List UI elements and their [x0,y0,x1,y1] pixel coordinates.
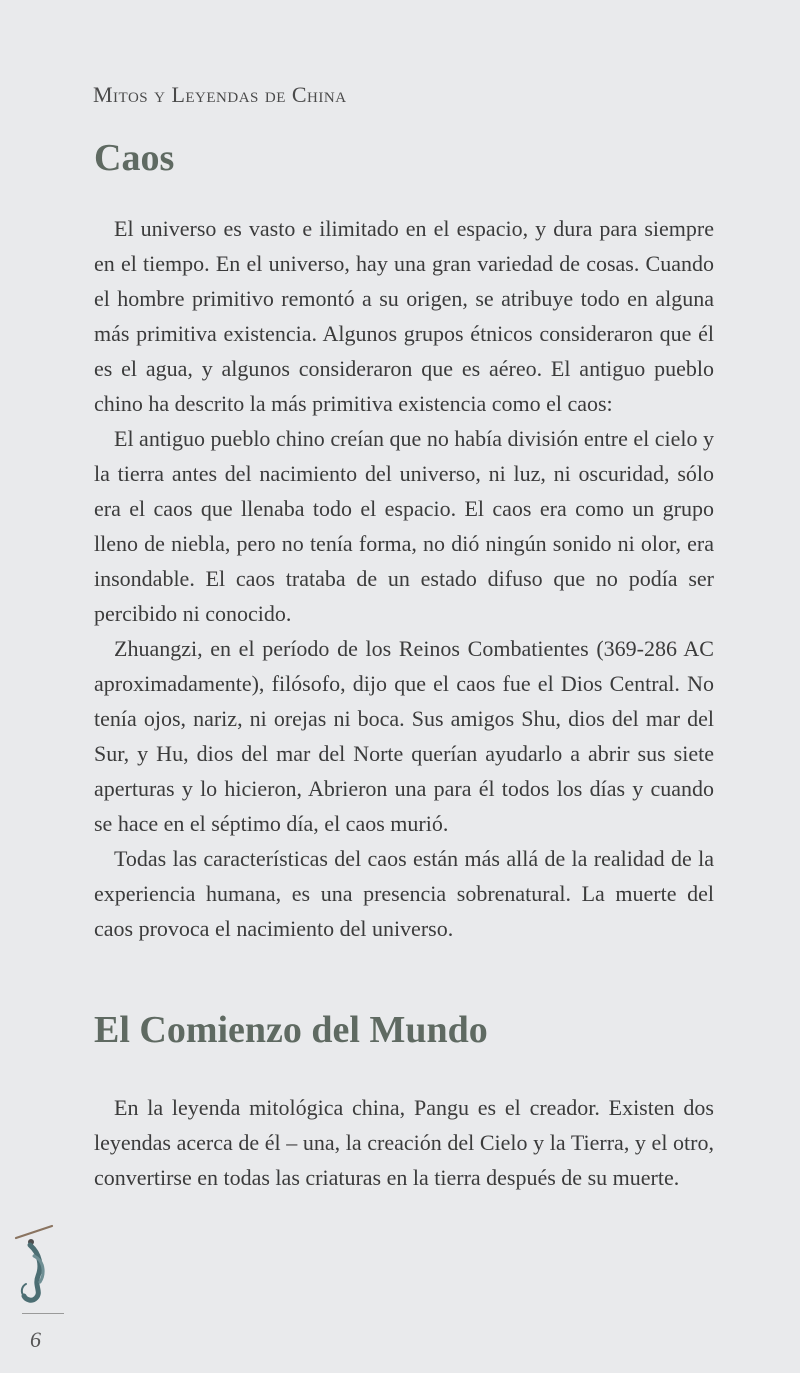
paragraph: El universo es vasto e ilimitado en el espacio, y dura para siempre en el tiempo. En el universo, hay una gran variedad de cosas. Cuando el hombre primitivo remontó a su origen, se atribuye todo en alguna más primitiva existencia. Algunos grupos étnicos consideraron que él es el agua, y algunos consideraron que es aéreo. El antiguo pueblo chino ha descrito la más primitiva existencia como el caos: [94,216,714,416]
paragraph: En la leyenda mitológica china, Pangu es el creador. Existen dos leyendas acerca de él – una, la creación del Cielo y la Tierra, y el otro, convertirse en todas las criaturas en la tierra después de su muerte. [94,1095,714,1190]
paragraph: Zhuangzi, en el período de los Reinos Combatientes (369-286 AC aproximadamente), filósofo, dijo que el caos fue el Dios Central. No tenía ojos, nariz, ni orejas ni boca. Sus amigos Shu, dios del mar del Sur, y Hu, dios del mar del Norte querían ayudarlo a abrir sus siete aperturas y lo hicieron, Abrieron una para él todos los días y cuando se hace en el séptimo día, el caos murió. [94,636,714,836]
running-head: Mitos y Leyendas de China [93,82,347,107]
footer-rule [22,1313,64,1314]
paragraph: El antiguo pueblo chino creían que no había división entre el cielo y la tierra antes del nacimiento del universo, ni luz, ni oscuridad, sólo era el caos que llenaba todo el espacio. El caos era como un grupo lleno de niebla, pero no tenía forma, no dió ningún sonido ni olor, era insondable. El caos trataba de un estado difuso que no podía ser percibido ni conocido. [94,426,714,626]
section-title-caos: Caos [94,137,175,179]
page-number: 6 [30,1327,41,1352]
section-body-comienzo [94,1090,714,1195]
section-body-caos [94,211,714,946]
paragraph: Todas las características del caos están más allá de la realidad de la experiencia humana, es una presencia sobrenatural. La muerte del caos provoca el nacimiento del universo. [94,846,714,941]
section-title-comienzo: El Comienzo del Mundo [94,1009,488,1051]
pangu-figure-icon [12,1222,72,1306]
